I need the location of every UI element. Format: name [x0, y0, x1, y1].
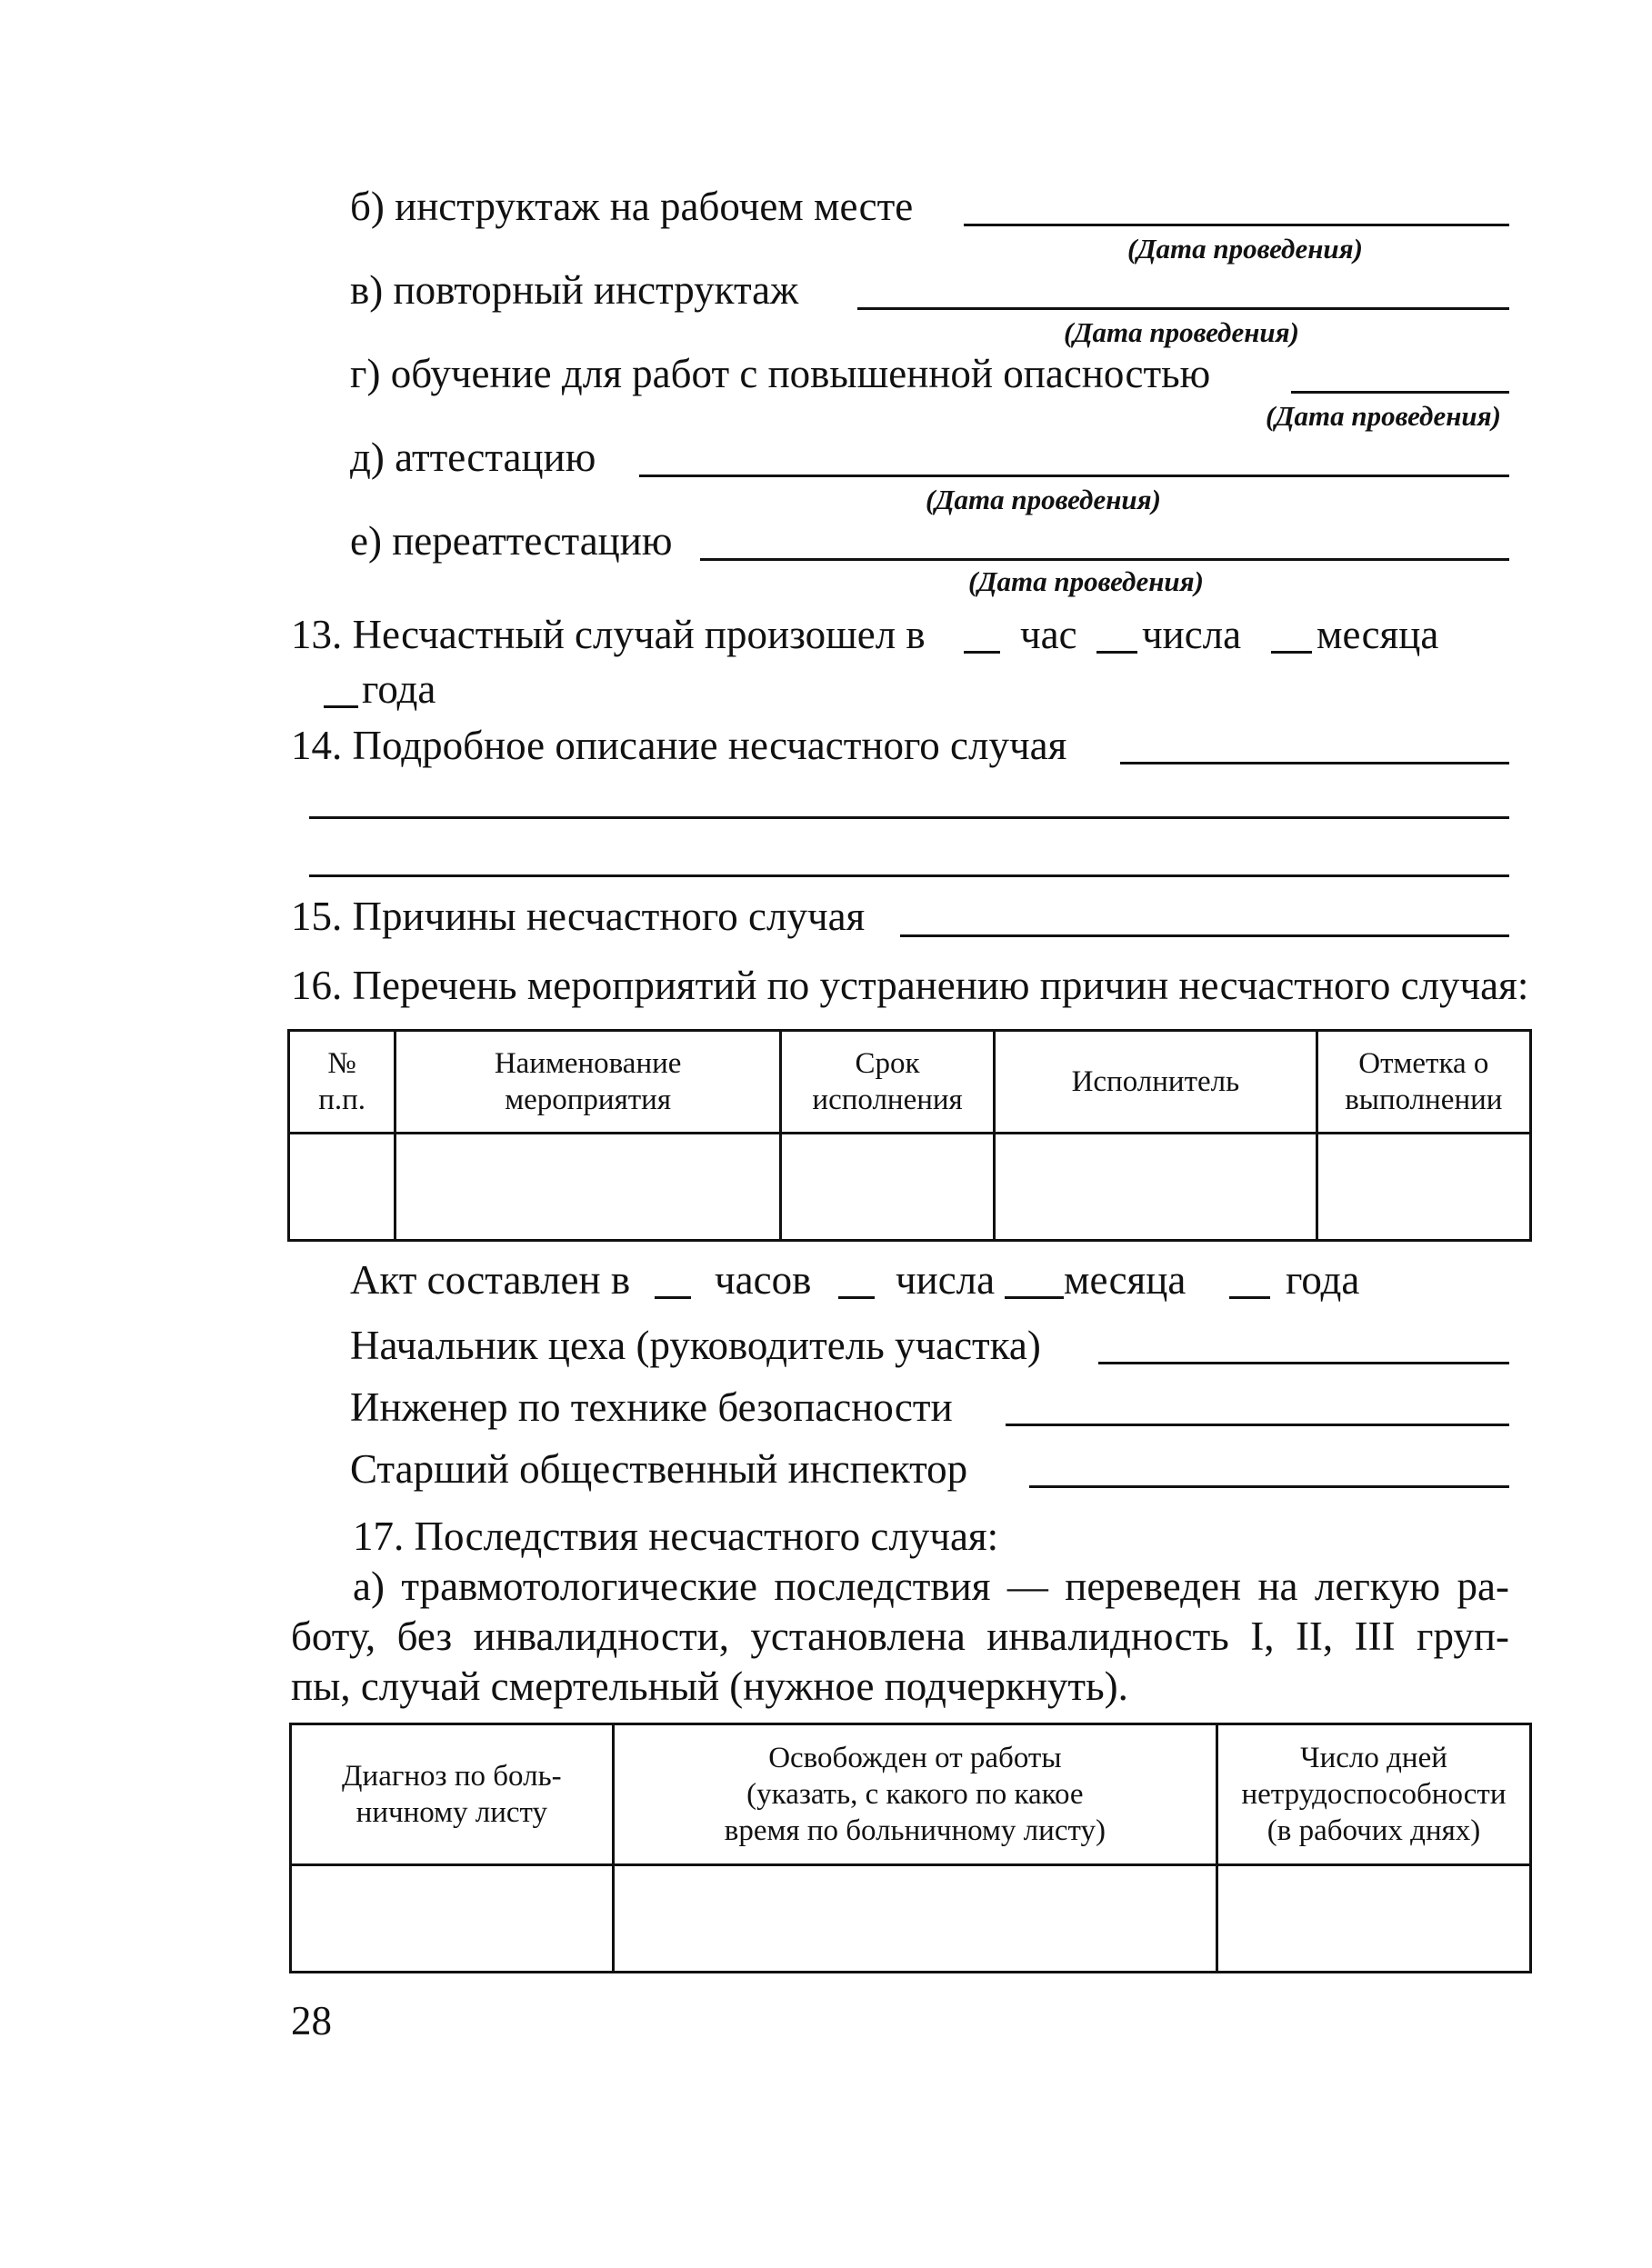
signature-shop-head: Начальник цеха (руководитель участка)	[350, 1323, 1041, 1368]
item-v-date-line[interactable]	[857, 307, 1509, 310]
q13-hour-label: час	[1020, 612, 1077, 657]
act-day-label: числа	[896, 1257, 996, 1303]
measures-col-name: Наименование мероприятия	[395, 1031, 781, 1134]
consequences-col-days: Число дней нетрудоспособности (в рабочих днях)	[1217, 1724, 1531, 1865]
measures-cell[interactable]	[781, 1134, 995, 1241]
q13-year-label: года	[362, 666, 436, 712]
act-month-label: месяца	[1064, 1257, 1186, 1303]
item-b-date-hint: (Дата проведения)	[1127, 233, 1363, 265]
q13-day-blank[interactable]	[1096, 651, 1137, 654]
signature-public-inspector-line[interactable]	[1029, 1485, 1509, 1488]
act-year-blank[interactable]	[1229, 1296, 1270, 1299]
act-day-blank[interactable]	[838, 1296, 875, 1299]
act-hours-label: часов	[715, 1257, 812, 1303]
item-d-date-hint: (Дата проведения)	[926, 484, 1161, 515]
item-b-label: б) инструктаж на рабочем месте	[350, 184, 914, 229]
q15-line[interactable]	[900, 934, 1509, 937]
act-year-label: года	[1286, 1257, 1360, 1303]
q13-prefix: 13. Несчастный случай произошел в	[291, 612, 926, 657]
q17-title: 17. Последствия несчастного случая:	[353, 1514, 999, 1559]
measures-col-done: Отметка о выполнении	[1317, 1031, 1530, 1134]
page-number: 28	[291, 1998, 332, 2043]
item-b-date-line[interactable]	[964, 224, 1509, 226]
item-d-label: д) аттестацию	[350, 435, 596, 480]
signature-safety-engineer: Инженер по технике безопасности	[350, 1384, 953, 1430]
item-g-date-hint: (Дата проведения)	[1266, 400, 1501, 432]
q17-line-b: боту, без инвалидности, установлена инвалидность I, II, III груп-	[291, 1614, 1509, 1659]
q14-line-2[interactable]	[309, 816, 1509, 819]
q13-month-blank[interactable]	[1271, 651, 1312, 654]
q15-label: 15. Причины несчастного случая	[291, 894, 866, 939]
item-g-date-line[interactable]	[1291, 391, 1509, 394]
act-prefix: Акт составлен в	[350, 1257, 631, 1303]
item-v-label: в) повторный инструктаж	[350, 267, 799, 313]
q13-month-label: месяца	[1317, 612, 1439, 657]
consequences-col-released: Освобожден от работы (указать, с какого по какое время по больничному листу)	[613, 1724, 1216, 1865]
q17-line-c: пы, случай смертельный (нужное подчеркнуть).	[291, 1664, 1128, 1709]
measures-col-deadline: Срок исполнения	[781, 1031, 995, 1134]
item-e-label: е) переаттестацию	[350, 518, 673, 564]
act-hours-blank[interactable]	[655, 1296, 691, 1299]
item-e-date-hint: (Дата проведения)	[968, 565, 1204, 597]
q13-year-blank[interactable]	[324, 705, 358, 708]
consequences-table	[289, 1723, 1532, 1973]
q16-label: 16. Перечень мероприятий по устранению причин несчастного случая:	[291, 963, 1529, 1008]
item-v-date-hint: (Дата проведения)	[1064, 316, 1299, 348]
consequences-cell[interactable]	[1217, 1865, 1531, 1973]
q14-line-1[interactable]	[1120, 762, 1509, 764]
q14-line-3[interactable]	[309, 874, 1509, 877]
q17-line-a: а) травмотологические последствия — переведен на легкую ра-	[353, 1564, 1509, 1609]
measures-table	[287, 1029, 1532, 1242]
signature-public-inspector: Старший общественный инспектор	[350, 1446, 968, 1492]
measures-col-number: № п.п.	[289, 1031, 395, 1134]
q13-hour-blank[interactable]	[964, 651, 1000, 654]
q13-day-label: числа	[1142, 612, 1242, 657]
measures-col-executor: Исполнитель	[995, 1031, 1317, 1134]
act-month-blank[interactable]	[1005, 1296, 1064, 1299]
measures-cell[interactable]	[395, 1134, 781, 1241]
consequences-cell[interactable]	[291, 1865, 614, 1973]
consequences-col-diagnosis: Диагноз по боль- ничному листу	[291, 1724, 614, 1865]
consequences-cell[interactable]	[613, 1865, 1216, 1973]
item-g-label: г) обучение для работ с повышенной опасностью	[350, 351, 1211, 396]
measures-cell[interactable]	[289, 1134, 395, 1241]
item-d-date-line[interactable]	[639, 475, 1509, 477]
measures-cell[interactable]	[1317, 1134, 1530, 1241]
consequences-empty-row[interactable]	[291, 1865, 1531, 1973]
q14-label: 14. Подробное описание несчастного случая	[291, 723, 1067, 768]
measures-empty-row[interactable]	[289, 1134, 1531, 1241]
signature-shop-head-line[interactable]	[1098, 1362, 1509, 1364]
item-e-date-line[interactable]	[700, 558, 1509, 561]
measures-cell[interactable]	[995, 1134, 1317, 1241]
signature-safety-engineer-line[interactable]	[1006, 1424, 1509, 1426]
